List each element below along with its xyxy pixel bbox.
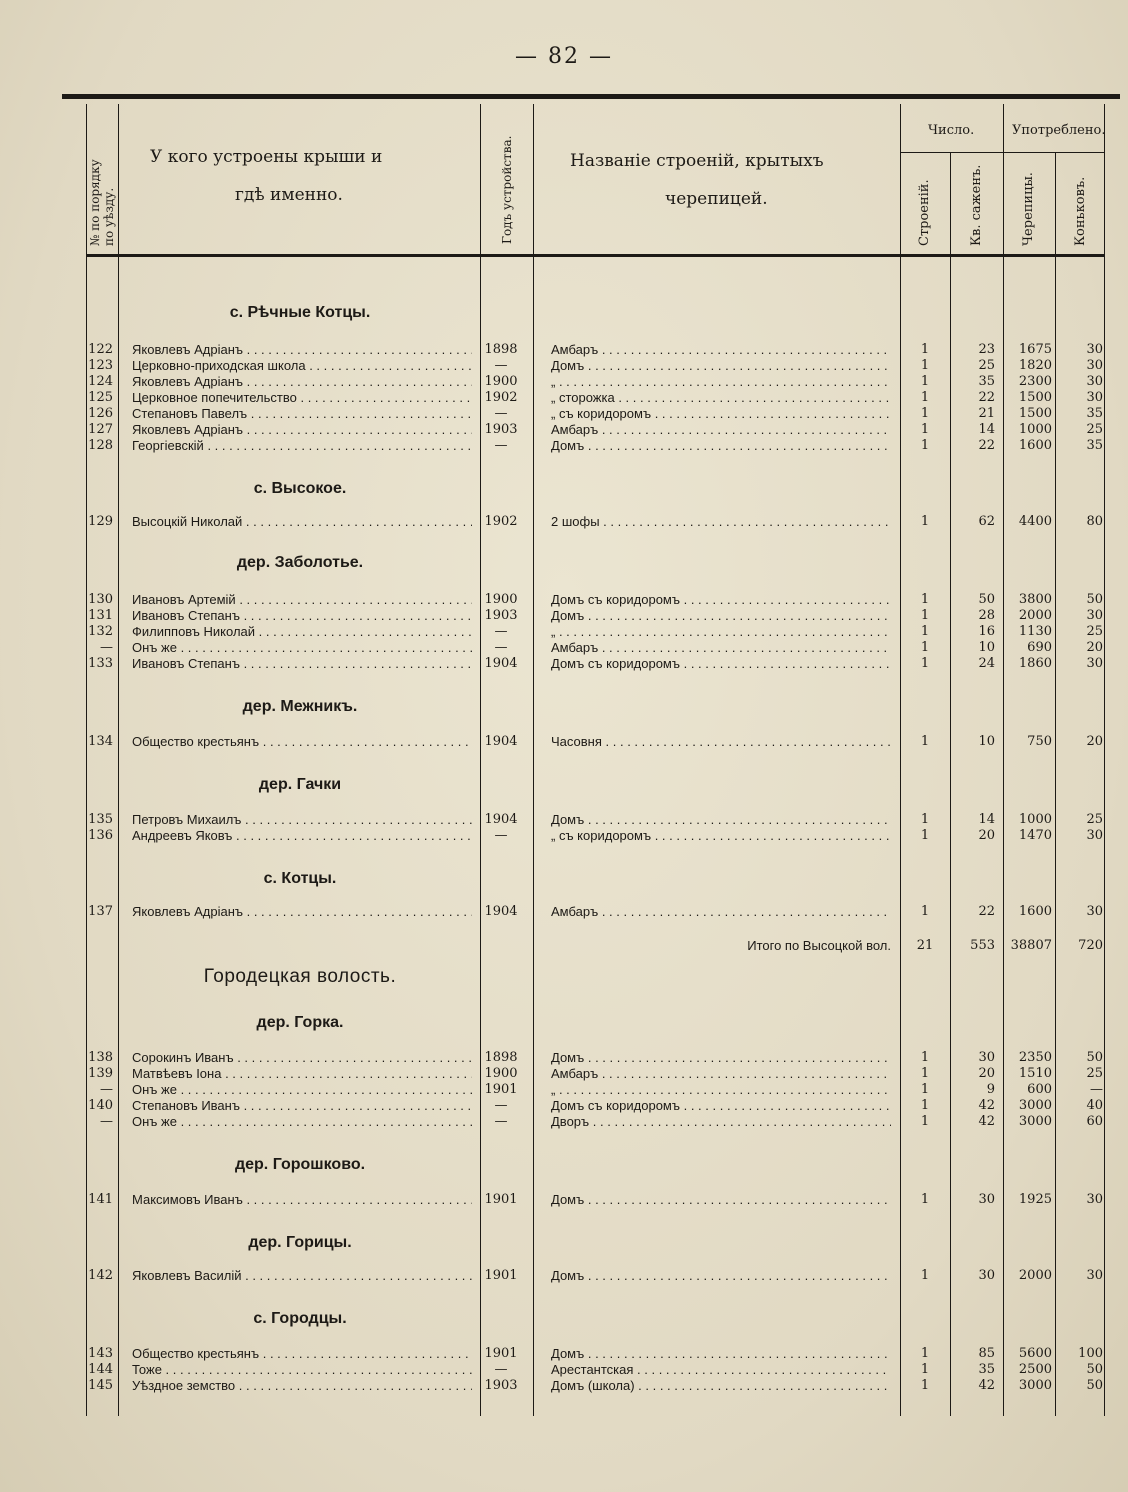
row-ridges: 30 xyxy=(1086,342,1103,357)
section-heading: дер. Горка. xyxy=(256,1014,344,1031)
row-buildings-count: 1 xyxy=(920,1192,930,1207)
row-building: Домъ съ коридоромъ . . . xyxy=(551,656,891,672)
row-number: 139 xyxy=(88,1066,113,1081)
row-number: 130 xyxy=(88,592,113,607)
col-divider-9 xyxy=(1104,104,1105,1416)
row-ridges: 25 xyxy=(1086,812,1103,827)
row-tiles: 1000 xyxy=(1018,422,1052,437)
row-buildings-count: 1 xyxy=(920,828,930,843)
table-row xyxy=(85,514,1105,530)
total-row xyxy=(85,938,1105,954)
row-owner: Петровъ Михаилъ . . . xyxy=(132,812,472,828)
row-owner: Степановъ Иванъ . . . xyxy=(132,1098,472,1114)
row-tiles: 1860 xyxy=(1018,656,1052,671)
row-ridges: 100 xyxy=(1078,1346,1103,1361)
row-owner: Онъ же . . . xyxy=(132,1114,472,1130)
row-owner: Яковлевъ Адріанъ . . . xyxy=(132,904,472,920)
row-ridges: 30 xyxy=(1086,1268,1103,1283)
row-ridges: 80 xyxy=(1086,514,1103,529)
section-heading: с. Городцы. xyxy=(253,1310,347,1327)
header-area: Кв. саженъ. xyxy=(969,164,984,246)
row-building: Арестантская . . . xyxy=(551,1362,891,1378)
row-building: Амбаръ . . . xyxy=(551,342,891,358)
row-area: 30 xyxy=(978,1050,995,1065)
row-building: Домъ съ коридоромъ . . . xyxy=(551,1098,891,1114)
row-area: 9 xyxy=(986,1082,995,1097)
row-area: 21 xyxy=(978,406,995,421)
row-year: 1898 xyxy=(484,1050,518,1065)
row-owner: Матвѣевъ Іона . . . xyxy=(132,1066,472,1082)
row-tiles: 1600 xyxy=(1018,904,1052,919)
row-tiles: 2000 xyxy=(1018,1268,1052,1283)
table-row xyxy=(85,1098,1105,1114)
col-divider-5 xyxy=(900,104,901,1416)
row-year: 1902 xyxy=(484,514,518,529)
row-area: 35 xyxy=(978,1362,995,1377)
row-ridges: 25 xyxy=(1086,624,1103,639)
row-number: 142 xyxy=(88,1268,113,1283)
row-building: Дворъ . . . xyxy=(551,1114,891,1130)
row-owner: Яковлевъ Адріанъ . . . xyxy=(132,422,472,438)
table-row xyxy=(85,374,1105,390)
table-row xyxy=(85,1114,1105,1130)
table-row xyxy=(85,438,1105,454)
row-area: 14 xyxy=(978,422,995,437)
row-building: Домъ . . . xyxy=(551,438,891,454)
row-ridges: 35 xyxy=(1086,406,1103,421)
row-year: — xyxy=(494,1362,508,1377)
row-buildings-count: 1 xyxy=(920,904,930,919)
row-owner: Онъ же . . . xyxy=(132,640,472,656)
row-year: — xyxy=(494,1114,508,1129)
row-number: 123 xyxy=(88,358,113,373)
row-number: 127 xyxy=(88,422,113,437)
row-ridges: 50 xyxy=(1086,1362,1103,1377)
row-area: 24 xyxy=(978,656,995,671)
col-divider-7 xyxy=(1003,104,1004,1416)
row-year: — xyxy=(494,624,508,639)
row-number: 133 xyxy=(88,656,113,671)
section-heading: дер. Межникъ. xyxy=(242,698,358,715)
row-number: 122 xyxy=(88,342,113,357)
total-buildings: 21 xyxy=(916,938,934,953)
row-tiles: 1130 xyxy=(1018,624,1052,639)
row-tiles: 2500 xyxy=(1018,1362,1052,1377)
section-heading: дер. Гачки xyxy=(258,776,342,793)
row-number: 134 xyxy=(88,734,113,749)
row-buildings-count: 1 xyxy=(920,1268,930,1283)
header-ridges: Коньковъ. xyxy=(1073,176,1088,246)
row-tiles: 4400 xyxy=(1018,514,1052,529)
row-number: 129 xyxy=(88,514,113,529)
row-ridges: 30 xyxy=(1086,1192,1103,1207)
row-year: 1904 xyxy=(484,656,518,671)
row-ridges: 50 xyxy=(1086,1378,1103,1393)
row-year: 1902 xyxy=(484,390,518,405)
row-buildings-count: 1 xyxy=(920,640,930,655)
row-buildings-count: 1 xyxy=(920,1346,930,1361)
row-building: Домъ . . . xyxy=(551,1268,891,1284)
row-building: Домъ съ коридоромъ . . . xyxy=(551,592,891,608)
row-buildings-count: 1 xyxy=(920,514,930,529)
row-buildings-count: 1 xyxy=(920,1362,930,1377)
row-owner: Георгіевскій . . . xyxy=(132,438,472,454)
row-ridges: 30 xyxy=(1086,390,1103,405)
row-building: Домъ . . . xyxy=(551,1346,891,1362)
row-area: 28 xyxy=(978,608,995,623)
col-divider-1 xyxy=(86,104,87,1416)
row-number: 124 xyxy=(88,374,113,389)
row-tiles: 3000 xyxy=(1018,1114,1052,1129)
row-building: Домъ . . . xyxy=(551,1050,891,1066)
row-year: — xyxy=(494,406,508,421)
row-number: 135 xyxy=(88,812,113,827)
table-row xyxy=(85,592,1105,608)
row-buildings-count: 1 xyxy=(920,1050,930,1065)
row-owner: Ивановъ Артемій . . . xyxy=(132,592,472,608)
row-number: 137 xyxy=(88,904,113,919)
row-building: „ съ коридоромъ . . . xyxy=(551,406,891,422)
table-row xyxy=(85,1378,1105,1394)
row-building: Амбаръ . . . xyxy=(551,640,891,656)
header-group-used: Употреблено. xyxy=(1012,123,1106,138)
row-tiles: 1470 xyxy=(1018,828,1052,843)
row-ridges: 30 xyxy=(1086,608,1103,623)
col-divider-3 xyxy=(480,104,481,1416)
table-row xyxy=(85,640,1105,656)
row-area: 30 xyxy=(978,1192,995,1207)
table-row xyxy=(85,904,1105,920)
row-area: 10 xyxy=(978,640,995,655)
row-number: 128 xyxy=(88,438,113,453)
table-row xyxy=(85,422,1105,438)
row-year: 1901 xyxy=(484,1192,518,1207)
table-row xyxy=(85,828,1105,844)
row-tiles: 1000 xyxy=(1018,812,1052,827)
table-row xyxy=(85,624,1105,640)
row-number: 140 xyxy=(88,1098,113,1113)
header-bottom-rule xyxy=(86,254,1104,257)
row-year: 1901 xyxy=(484,1082,518,1097)
row-area: 35 xyxy=(978,374,995,389)
table-row xyxy=(85,1066,1105,1082)
row-owner: Ивановъ Степанъ . . . xyxy=(132,656,472,672)
table-row xyxy=(85,1050,1105,1066)
table-row xyxy=(85,1082,1105,1098)
row-number: 145 xyxy=(88,1378,113,1393)
row-ridges: 30 xyxy=(1086,904,1103,919)
row-building: Домъ . . . xyxy=(551,1192,891,1208)
row-year: 1900 xyxy=(484,374,518,389)
row-owner: Яковлевъ Василій . . . xyxy=(132,1268,472,1284)
row-owner: Высоцкій Николай . . . xyxy=(132,514,472,530)
section-heading: дер. Горицы. xyxy=(248,1234,352,1251)
row-ridges: 40 xyxy=(1086,1098,1103,1113)
row-tiles: 1925 xyxy=(1018,1192,1052,1207)
row-ridges: 30 xyxy=(1086,358,1103,373)
header-buildings: Строеній. xyxy=(917,179,932,246)
header-year: Годъ устройства. xyxy=(500,135,514,244)
row-building: 2 шофы . . . xyxy=(551,514,891,530)
table-row xyxy=(85,406,1105,422)
row-area: 23 xyxy=(978,342,995,357)
row-building: Домъ . . . xyxy=(551,812,891,828)
row-area: 16 xyxy=(978,624,995,639)
row-owner: Онъ же . . . xyxy=(132,1082,472,1098)
row-tiles: 1600 xyxy=(1018,438,1052,453)
header-col-num-line1: № по порядку xyxy=(88,159,102,246)
row-year: — xyxy=(494,640,508,655)
row-owner: Уѣздное земство . . . xyxy=(132,1378,472,1394)
row-building: Амбаръ . . . xyxy=(551,1066,891,1082)
table-row xyxy=(85,734,1105,750)
row-tiles: 690 xyxy=(1027,640,1052,655)
row-buildings-count: 1 xyxy=(920,1082,930,1097)
row-year: — xyxy=(494,438,508,453)
row-number: 136 xyxy=(88,828,113,843)
row-owner: Андреевъ Яковъ . . . xyxy=(132,828,472,844)
row-building: Домъ . . . xyxy=(551,358,891,374)
row-area: 20 xyxy=(978,1066,995,1081)
header-building-line1: Названіе строеній, крытыхъ xyxy=(570,151,824,171)
section-heading-volost: Городецкая волость. xyxy=(203,966,397,987)
row-ridges: 25 xyxy=(1086,1066,1103,1081)
row-area: 42 xyxy=(978,1114,995,1129)
table-row xyxy=(85,1192,1105,1208)
row-buildings-count: 1 xyxy=(920,1066,930,1081)
row-building: Часовня . . . xyxy=(551,734,891,750)
row-buildings-count: 1 xyxy=(920,1114,930,1129)
total-ridges: 720 xyxy=(1078,938,1103,953)
row-tiles: 2300 xyxy=(1018,374,1052,389)
row-building: Домъ (школа) . . . xyxy=(551,1378,891,1394)
row-tiles: 1510 xyxy=(1018,1066,1052,1081)
page-number: — 82 — xyxy=(515,44,613,69)
row-buildings-count: 1 xyxy=(920,1098,930,1113)
row-building: „ . . . xyxy=(551,1082,891,1098)
row-building: Амбаръ . . . xyxy=(551,422,891,438)
row-owner: Церковно-приходская школа . . . xyxy=(132,358,472,374)
row-area: 10 xyxy=(978,734,995,749)
header-owner-line2: гдѣ именно. xyxy=(235,185,343,205)
table-row xyxy=(85,1268,1105,1284)
section-heading: с. Рѣчные Котцы. xyxy=(229,304,371,321)
row-number: 132 xyxy=(88,624,113,639)
row-building: „ сторожка . . . xyxy=(551,390,891,406)
col-divider-4 xyxy=(533,104,534,1416)
header-group-rule xyxy=(900,152,1104,153)
row-building: Домъ . . . xyxy=(551,608,891,624)
row-building: „ съ коридоромъ . . . xyxy=(551,828,891,844)
table-top-rule xyxy=(62,94,1120,99)
row-tiles: 750 xyxy=(1027,734,1052,749)
row-tiles: 2000 xyxy=(1018,608,1052,623)
row-building: Амбаръ . . . xyxy=(551,904,891,920)
row-owner: Яковлевъ Адріанъ . . . xyxy=(132,374,472,390)
row-area: 42 xyxy=(978,1098,995,1113)
row-buildings-count: 1 xyxy=(920,342,930,357)
row-owner: Яковлевъ Адріанъ . . . xyxy=(132,342,472,358)
row-owner: Сорокинъ Иванъ . . . xyxy=(132,1050,472,1066)
row-owner: Филипповъ Николай . . . xyxy=(132,624,472,640)
row-buildings-count: 1 xyxy=(920,734,930,749)
section-heading: с. Высокое. xyxy=(253,480,347,497)
row-year: 1904 xyxy=(484,904,518,919)
row-tiles: 5600 xyxy=(1018,1346,1052,1361)
row-area: 22 xyxy=(978,904,995,919)
row-tiles: 1500 xyxy=(1018,390,1052,405)
row-buildings-count: 1 xyxy=(920,592,930,607)
row-year: 1901 xyxy=(484,1346,518,1361)
row-year: — xyxy=(494,358,508,373)
row-number: 143 xyxy=(88,1346,113,1361)
total-tiles: 38807 xyxy=(1010,938,1052,953)
header-group-count: Число. xyxy=(928,123,975,138)
row-year: 1903 xyxy=(484,608,518,623)
row-tiles: 2350 xyxy=(1018,1050,1052,1065)
row-year: 1900 xyxy=(484,1066,518,1081)
row-owner: Церковное попечительство . . . xyxy=(132,390,472,406)
row-buildings-count: 1 xyxy=(920,656,930,671)
row-year: 1898 xyxy=(484,342,518,357)
row-ridges: 30 xyxy=(1086,828,1103,843)
row-buildings-count: 1 xyxy=(920,812,930,827)
row-buildings-count: 1 xyxy=(920,406,930,421)
row-buildings-count: 1 xyxy=(920,390,930,405)
table-row xyxy=(85,1346,1105,1362)
table-row xyxy=(85,608,1105,624)
row-buildings-count: 1 xyxy=(920,374,930,389)
row-area: 22 xyxy=(978,438,995,453)
header-col-num-line2: по уѣзду. xyxy=(102,187,116,246)
table-row xyxy=(85,358,1105,374)
row-owner: Тоже . . . xyxy=(132,1362,472,1378)
total-area: 553 xyxy=(970,938,995,953)
header-owner-line1: У кого устроены крыши и xyxy=(150,147,383,167)
table-row xyxy=(85,390,1105,406)
row-area: 50 xyxy=(978,592,995,607)
row-owner: Степановъ Павелъ . . . xyxy=(132,406,472,422)
row-number: 144 xyxy=(88,1362,113,1377)
row-number: — xyxy=(100,1114,113,1129)
row-year: 1904 xyxy=(484,734,518,749)
table-row xyxy=(85,812,1105,828)
table-row xyxy=(85,656,1105,672)
row-building: „ . . . xyxy=(551,624,891,640)
row-area: 22 xyxy=(978,390,995,405)
row-tiles: 1675 xyxy=(1018,342,1052,357)
row-area: 30 xyxy=(978,1268,995,1283)
row-number: 126 xyxy=(88,406,113,421)
header-tiles: Черепицы. xyxy=(1021,172,1036,246)
section-heading: с. Котцы. xyxy=(263,870,337,887)
row-tiles: 3000 xyxy=(1018,1378,1052,1393)
row-year: — xyxy=(494,828,508,843)
row-area: 42 xyxy=(978,1378,995,1393)
header-building-line2: черепицей. xyxy=(665,189,768,209)
row-owner: Общество крестьянъ . . . xyxy=(132,734,472,750)
row-buildings-count: 1 xyxy=(920,608,930,623)
row-ridges: — xyxy=(1090,1082,1103,1097)
row-owner: Общество крестьянъ . . . xyxy=(132,1346,472,1362)
section-heading: дер. Заболотье. xyxy=(236,554,364,571)
row-number: 141 xyxy=(88,1192,113,1207)
row-tiles: 1500 xyxy=(1018,406,1052,421)
row-buildings-count: 1 xyxy=(920,1378,930,1393)
col-divider-2 xyxy=(118,104,119,1416)
row-buildings-count: 1 xyxy=(920,358,930,373)
row-year: 1904 xyxy=(484,812,518,827)
row-number: — xyxy=(100,640,113,655)
table-row xyxy=(85,342,1105,358)
row-number: 125 xyxy=(88,390,113,405)
total-label: Итого по Высоцкой вол. xyxy=(747,938,891,953)
row-tiles: 1820 xyxy=(1018,358,1052,373)
section-heading: дер. Горошково. xyxy=(234,1156,366,1173)
row-buildings-count: 1 xyxy=(920,438,930,453)
row-area: 62 xyxy=(978,514,995,529)
row-buildings-count: 1 xyxy=(920,422,930,437)
row-area: 25 xyxy=(978,358,995,373)
row-building: „ . . . xyxy=(551,374,891,390)
row-ridges: 30 xyxy=(1086,656,1103,671)
row-year: 1903 xyxy=(484,422,518,437)
table-row xyxy=(85,1362,1105,1378)
row-year: 1900 xyxy=(484,592,518,607)
row-owner: Максимовъ Иванъ . . . xyxy=(132,1192,472,1208)
row-buildings-count: 1 xyxy=(920,624,930,639)
row-ridges: 30 xyxy=(1086,374,1103,389)
row-area: 85 xyxy=(978,1346,995,1361)
row-number: 138 xyxy=(88,1050,113,1065)
row-number: — xyxy=(100,1082,113,1097)
row-ridges: 20 xyxy=(1086,734,1103,749)
row-ridges: 20 xyxy=(1086,640,1103,655)
row-ridges: 35 xyxy=(1086,438,1103,453)
row-ridges: 25 xyxy=(1086,422,1103,437)
row-tiles: 600 xyxy=(1027,1082,1052,1097)
row-year: 1901 xyxy=(484,1268,518,1283)
row-ridges: 50 xyxy=(1086,592,1103,607)
row-tiles: 3800 xyxy=(1018,592,1052,607)
row-year: 1903 xyxy=(484,1378,518,1393)
row-area: 14 xyxy=(978,812,995,827)
row-tiles: 3000 xyxy=(1018,1098,1052,1113)
row-owner: Ивановъ Степанъ . . . xyxy=(132,608,472,624)
row-number: 131 xyxy=(88,608,113,623)
row-ridges: 50 xyxy=(1086,1050,1103,1065)
row-ridges: 60 xyxy=(1086,1114,1103,1129)
row-area: 20 xyxy=(978,828,995,843)
row-year: — xyxy=(494,1098,508,1113)
